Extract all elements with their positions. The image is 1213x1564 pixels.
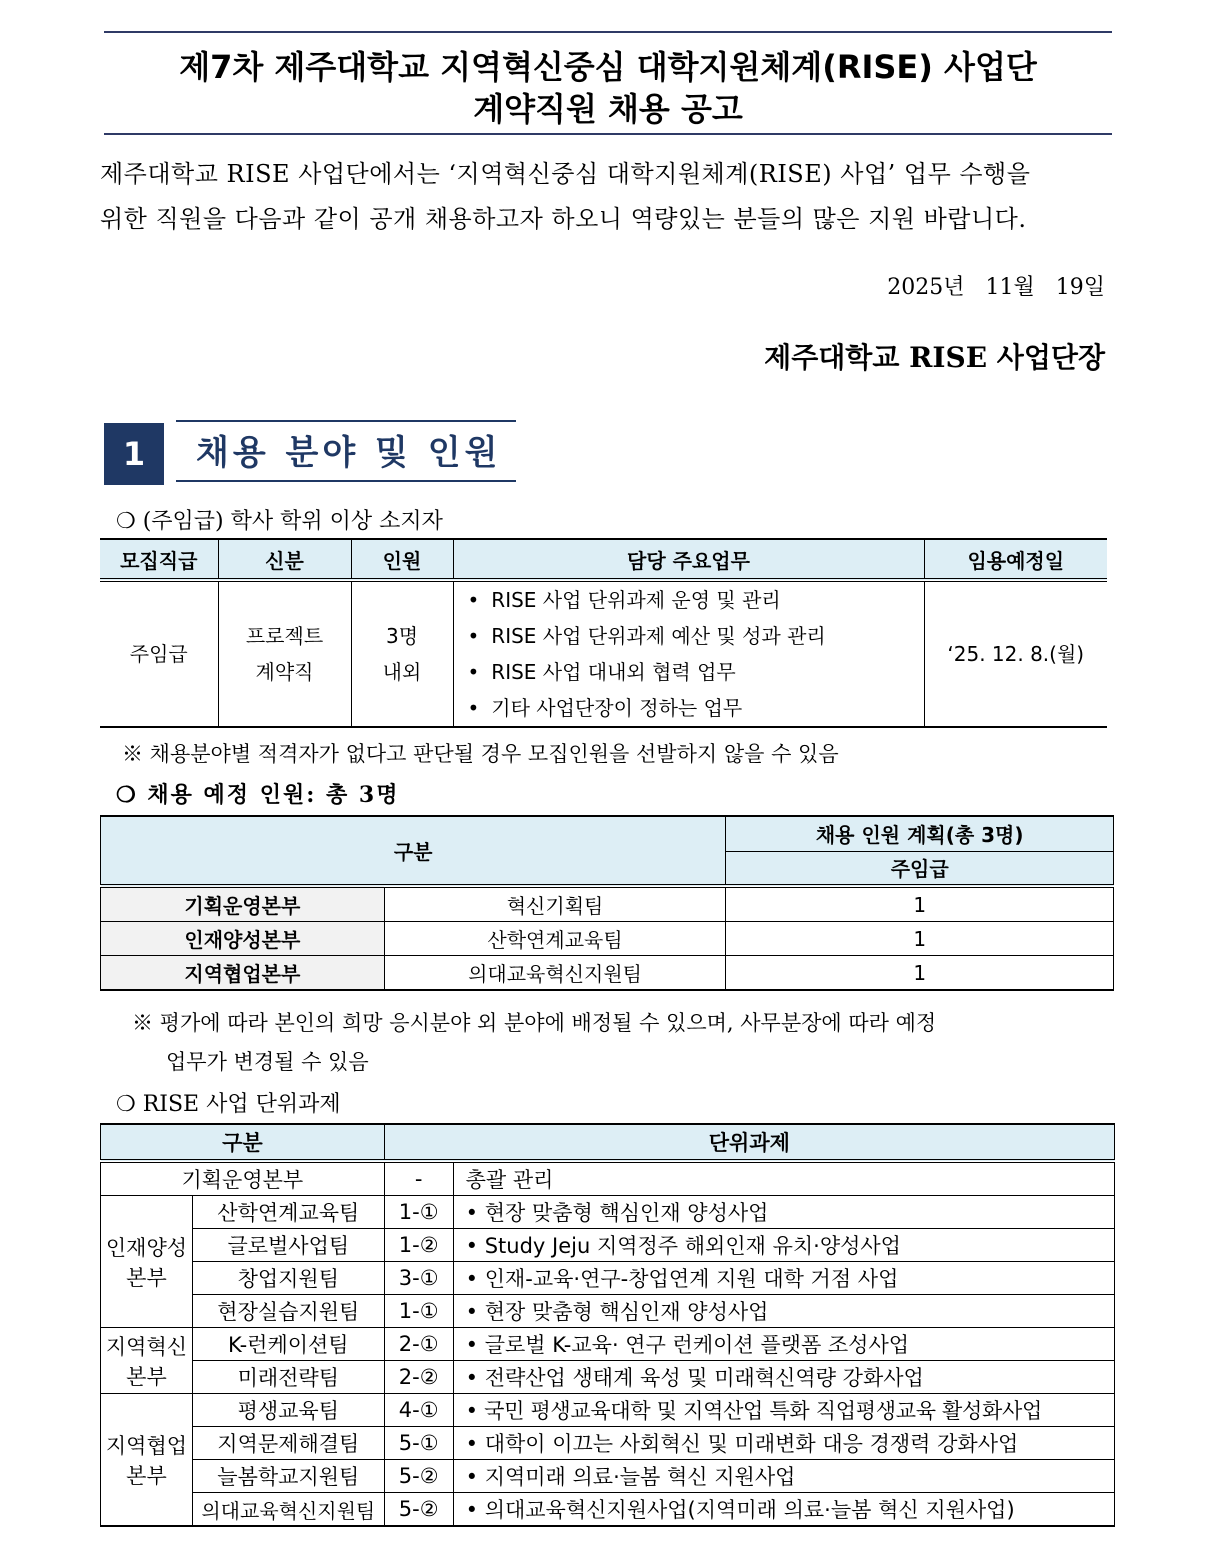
task-desc: • 대학이 이끄는 사회혁신 및 미래변화 대응 경쟁력 강화사업 — [453, 1427, 1114, 1460]
task-code: 2-① — [384, 1328, 453, 1361]
status-line1: 프로젝트 — [245, 624, 324, 648]
task-team: 평생교육팀 — [192, 1394, 384, 1427]
division-line2: 본부 — [126, 1265, 167, 1290]
cell-grade: 주임급 — [100, 580, 218, 727]
task-desc: 총괄 관리 — [453, 1161, 1114, 1196]
task-code: 1-① — [384, 1196, 453, 1229]
task-code: - — [384, 1161, 453, 1196]
duty-item: • RISE 사업 단위과제 운영 및 관리 — [468, 582, 924, 618]
intro-line1: 제주대학교 RISE 사업단에서는 ‘지역혁신중심 대학지원체계(RISE) 사업’ 업무 수행을 — [100, 160, 1031, 188]
task-group-division — [101, 1328, 193, 1394]
table-row — [101, 1161, 1115, 1196]
duty-item: • RISE 사업 단위과제 예산 및 성과 관리 — [468, 618, 924, 654]
table-row — [101, 1295, 1115, 1328]
task-heading: ❍ RISE 사업 단위과제 — [116, 1092, 341, 1117]
task-team: 창업지원팀 — [192, 1262, 384, 1295]
cell-start-date: ‘25. 12. 8.(월) — [924, 580, 1107, 727]
task-desc: • 글로벌 K-교육· 연구 런케이션 플랫폼 조성사업 — [453, 1328, 1114, 1361]
task-team: 지역문제해결팀 — [192, 1427, 384, 1460]
cell-status — [218, 580, 351, 727]
division-line1: 지역혁신 — [105, 1334, 188, 1359]
division-line2: 본부 — [126, 1463, 167, 1488]
division-line2: 본부 — [126, 1364, 167, 1389]
header-grade: 모집직급 — [100, 539, 218, 580]
task-team: K-런케이션팀 — [192, 1328, 384, 1361]
task-code: 5-② — [384, 1460, 453, 1493]
plan-header: 채용 인원 계획(총 3명) — [726, 816, 1114, 851]
task-desc: • 현장 맞춤형 핵심인재 양성사업 — [453, 1196, 1114, 1229]
task-desc: • 지역미래 의료·늘봄 혁신 지원사업 — [453, 1460, 1114, 1493]
task-code: 4-① — [384, 1394, 453, 1427]
intro-line2: 위한 직원을 다음과 같이 공개 채용하고자 하오니 역량있는 분들의 많은 지원 바랍니다. — [100, 205, 1027, 233]
count-line1: 3명 — [385, 624, 419, 648]
note-assignment-line2: 업무가 변경될 수 있음 — [166, 1050, 369, 1074]
section-number: 1 — [104, 423, 164, 485]
table-row — [101, 1196, 1115, 1229]
plan-division: 기획운영본부 — [101, 886, 385, 922]
table-row — [101, 1493, 1115, 1527]
status-line2: 계약직 — [255, 660, 314, 684]
recruitment-table — [100, 538, 1107, 728]
qualification-text: ❍ (주임급) 학사 학위 이상 소지자 — [116, 509, 443, 534]
header-count: 인원 — [351, 539, 453, 580]
task-desc: • Study Jeju 지역정주 해외인재 유치·양성사업 — [453, 1229, 1114, 1262]
note-no-qualified: ※ 채용분야별 적격자가 없다고 판단될 경우 모집인원을 선발하지 않을 수 있음 — [122, 742, 839, 766]
page-title-line1: 제7차 제주대학교 지역혁신중심 대학지원체계(RISE) 사업단 — [179, 48, 1037, 86]
table-row — [101, 886, 1114, 922]
count-line2: 내외 — [382, 660, 422, 684]
task-team: 미래전략팀 — [192, 1361, 384, 1394]
task-group-division — [101, 1196, 193, 1328]
duty-item: • 기타 사업단장이 정하는 업무 — [468, 690, 924, 726]
header-start-date: 임용예정일 — [924, 539, 1107, 580]
task-table — [100, 1123, 1115, 1527]
table-row — [101, 922, 1114, 956]
task-division: 기획운영본부 — [101, 1161, 385, 1196]
table-row — [101, 1229, 1115, 1262]
task-team: 글로벌사업팀 — [192, 1229, 384, 1262]
table-row — [101, 1262, 1115, 1295]
task-desc: • 국민 평생교육대학 및 지역산업 특화 직업평생교육 활성화사업 — [453, 1394, 1114, 1427]
table-row — [101, 1328, 1115, 1361]
table-row — [101, 956, 1114, 991]
plan-sub-header: 주임급 — [726, 851, 1114, 886]
top-rule — [104, 31, 1112, 33]
task-header: 단위과제 — [384, 1124, 1114, 1161]
table-row — [101, 1427, 1115, 1460]
cell-duties — [453, 580, 924, 727]
plan-col-label: 구분 — [101, 816, 726, 886]
announcement-date: 2025년 11월 19일 — [887, 275, 1105, 300]
task-desc: • 인재-교육·연구-창업연계 지원 대학 거점 사업 — [453, 1262, 1114, 1295]
plan-count: 1 — [726, 886, 1114, 922]
header-duties: 담당 주요업무 — [453, 539, 924, 580]
note-assignment-line1: ※ 평가에 따라 본인의 희망 응시분야 외 분야에 배정될 수 있으며, 사무분장에 따라 예정 — [132, 1011, 937, 1035]
duty-item: • RISE 사업 대내외 협력 업무 — [468, 654, 924, 690]
section-title: 채용 분야 및 인원 — [176, 420, 516, 482]
signature: 제주대학교 RISE 사업단장 — [764, 341, 1105, 374]
task-group-division — [101, 1394, 193, 1527]
task-desc: • 전략산업 생태계 육성 및 미래혁신역량 강화사업 — [453, 1361, 1114, 1394]
plan-heading: ❍ 채용 예정 인원: 총 3명 — [116, 782, 400, 808]
division-line1: 인재양성 — [105, 1235, 188, 1260]
task-code: 3-① — [384, 1262, 453, 1295]
plan-count: 1 — [726, 956, 1114, 991]
table-row — [101, 1460, 1115, 1493]
plan-division: 인재양성본부 — [101, 922, 385, 956]
task-col-label: 구분 — [101, 1124, 385, 1161]
plan-team: 의대교육혁신지원팀 — [384, 956, 726, 991]
plan-division: 지역협업본부 — [101, 956, 385, 991]
division-line1: 지역협업 — [105, 1433, 188, 1458]
table-row — [101, 1361, 1115, 1394]
task-code: 5-② — [384, 1493, 453, 1527]
plan-team: 산학연계교육팀 — [384, 922, 726, 956]
page-title-line2: 계약직원 채용 공고 — [473, 90, 743, 128]
table-row — [101, 1394, 1115, 1427]
task-desc: • 의대교육혁신지원사업(지역미래 의료·늘봄 혁신 지원사업) — [453, 1493, 1114, 1527]
task-team: 현장실습지원팀 — [192, 1295, 384, 1328]
title-bottom-rule — [104, 133, 1112, 135]
task-team: 의대교육혁신지원팀 — [192, 1493, 384, 1527]
task-desc: • 현장 맞춤형 핵심인재 양성사업 — [453, 1295, 1114, 1328]
plan-count: 1 — [726, 922, 1114, 956]
task-code: 5-① — [384, 1427, 453, 1460]
task-team: 늘봄학교지원팀 — [192, 1460, 384, 1493]
hiring-plan-table — [100, 815, 1114, 991]
header-status: 신분 — [218, 539, 351, 580]
task-team: 산학연계교육팀 — [192, 1196, 384, 1229]
plan-team: 혁신기획팀 — [384, 886, 726, 922]
task-code: 1-① — [384, 1295, 453, 1328]
cell-count — [351, 580, 453, 727]
task-code: 1-② — [384, 1229, 453, 1262]
task-code: 2-② — [384, 1361, 453, 1394]
